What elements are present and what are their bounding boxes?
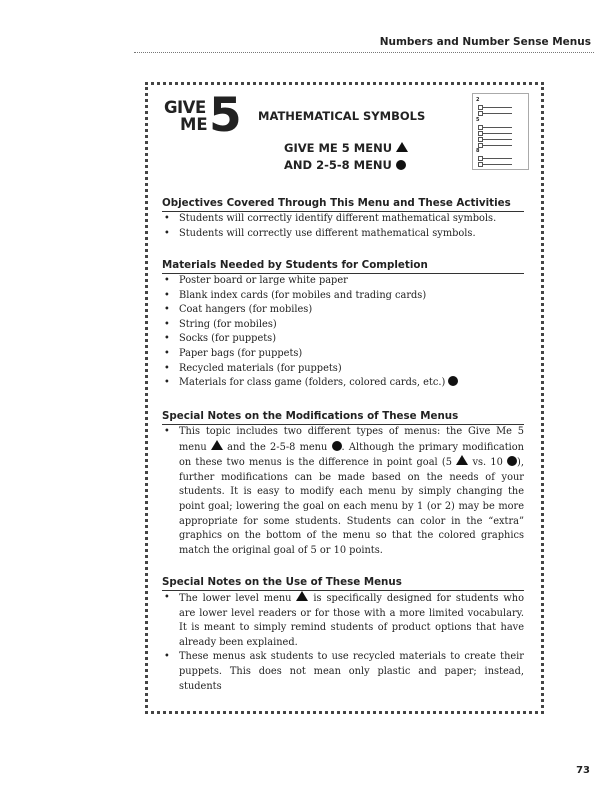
list-item: • The lower level menu is specifically designed for students who are lower level readers or for those with a more limited vocabulary. It is meant to simply remind students of product options that have already been explained. — [162, 591, 524, 650]
menu-line-2 — [284, 158, 406, 172]
circle-icon — [396, 160, 406, 170]
list-item: • Poster board or large white paper — [162, 274, 524, 289]
thumbnail-number: 2 — [476, 97, 480, 103]
give-me-5-logo — [164, 88, 244, 143]
header-dotted-rule — [134, 52, 594, 53]
modifications-heading: Special Notes on the Modifications of These Menus — [162, 410, 524, 425]
logo-me-text: ME — [180, 115, 208, 134]
circle-icon — [332, 441, 342, 451]
list-item: • Coat hangers (for mobiles) — [162, 303, 524, 318]
list-item: • Recycled materials (for puppets) — [162, 362, 524, 377]
list-item: • Paper bags (for puppets) — [162, 347, 524, 362]
triangle-icon — [296, 591, 308, 601]
menu-line-1 — [284, 141, 408, 155]
list-item-text: Materials for class game (folders, colored cards, etc.) — [179, 377, 446, 389]
list-item: • This topic includes two different types of menus: the Give Me 5 menu and the 2-5-8 menu . Although the primary modification on these two menus is the difference in point goal (5 vs. 10 ), further modifications can be made based on the needs of your students. It is easy to modify each menu by simply changing the point goal; lowering the goal on each menu by 1 (or 2) may be more appropriate for some students. Students can color in the “extra” graphics on the bottom of the menu so that the colored graphics match the original goal of 5 or 10 points. — [162, 425, 524, 558]
modifications-list — [162, 425, 524, 558]
triangle-icon — [396, 142, 408, 152]
objectives-heading: Objectives Covered Through This Menu and These Activities — [162, 197, 524, 212]
content-box — [145, 82, 544, 714]
thumbnail-number: 8 — [476, 148, 480, 154]
logo-give-text: GIVE — [164, 98, 206, 117]
menu-thumbnail — [472, 93, 529, 170]
triangle-icon — [211, 440, 223, 450]
materials-list — [162, 274, 524, 391]
list-item: • String (for mobiles) — [162, 318, 524, 333]
list-item: • Students will correctly use different mathematical symbols. — [162, 227, 524, 242]
list-item — [162, 376, 524, 391]
list-item: • These menus ask students to use recycled materials to create their puppets. This does not mean only plastic and paper; instead, students — [162, 650, 524, 694]
list-item: • Blank index cards (for mobiles and trading cards) — [162, 289, 524, 304]
header-title: Numbers and Number Sense Menus — [379, 36, 591, 48]
menu-line-1-text: GIVE ME 5 MENU — [284, 141, 393, 155]
triangle-icon — [456, 455, 468, 465]
circle-icon — [448, 376, 458, 386]
list-item: • Students will correctly identify different mathematical symbols. — [162, 212, 524, 227]
circle-icon — [507, 456, 517, 466]
page-number: 73 — [576, 765, 590, 776]
list-item: • Socks (for puppets) — [162, 332, 524, 347]
menu-line-2-text: AND 2-5-8 MENU — [284, 158, 392, 172]
use-heading: Special Notes on the Use of These Menus — [162, 576, 524, 591]
use-list — [162, 591, 524, 694]
logo-five-text: 5 — [209, 88, 240, 143]
materials-heading: Materials Needed by Students for Completion — [162, 259, 524, 274]
thumbnail-number: 5 — [476, 117, 480, 123]
menu-title: MATHEMATICAL SYMBOLS — [258, 109, 426, 123]
objectives-list — [162, 212, 524, 241]
